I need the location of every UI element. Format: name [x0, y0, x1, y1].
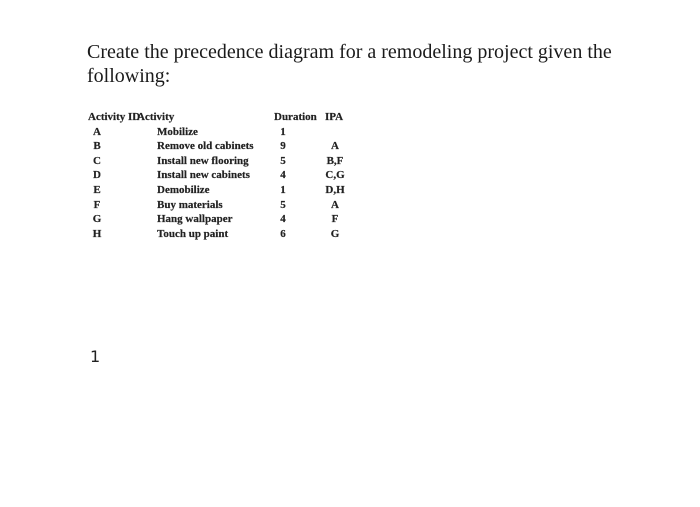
activity-name: Install new flooring — [157, 154, 249, 167]
activity-duration: 4 — [280, 169, 286, 182]
question-text: Create the precedence diagram for a remodeling project given the following: — [87, 41, 612, 87]
activity-duration: 9 — [280, 140, 286, 153]
activity-ipa: D,H — [325, 183, 345, 196]
activity-ipa: B,F — [326, 154, 344, 167]
activity-name: Touch up paint — [157, 227, 229, 240]
activity-name: Remove old cabinets — [157, 140, 254, 153]
activity-duration: 6 — [280, 227, 286, 240]
header-duration: Duration — [274, 111, 317, 123]
activity-ipa: F — [331, 213, 339, 226]
activity-name: Buy materials — [157, 198, 223, 211]
activity-id: D — [93, 169, 101, 182]
page-number: 1 — [90, 347, 101, 366]
header-activity: Activity — [137, 111, 175, 123]
activity-ipa: C,G — [325, 169, 345, 182]
activity-name: Install new cabinets — [157, 169, 250, 182]
activity-ipa: A — [331, 140, 339, 153]
activity-id: C — [93, 154, 101, 167]
header-ipa: IPA — [325, 111, 344, 123]
activity-duration: 5 — [280, 154, 286, 167]
activity-id: H — [92, 227, 102, 240]
activity-id: A — [93, 125, 101, 138]
activity-name: Hang wallpaper — [157, 213, 233, 226]
activity-duration: 1 — [280, 125, 286, 138]
activity-ipa: A — [331, 198, 339, 211]
activity-duration: 1 — [280, 183, 286, 196]
activity-id: F — [93, 198, 101, 211]
activity-id: E — [93, 183, 101, 196]
activity-duration: 5 — [280, 198, 286, 211]
activity-ipa: G — [330, 227, 340, 240]
header-activity-id: Activity ID — [88, 111, 141, 123]
activity-id: G — [92, 213, 102, 226]
activity-name: Mobilize — [157, 125, 198, 138]
activity-id: B — [93, 140, 101, 153]
activity-duration: 4 — [280, 213, 286, 226]
activity-name: Demobilize — [157, 183, 210, 196]
